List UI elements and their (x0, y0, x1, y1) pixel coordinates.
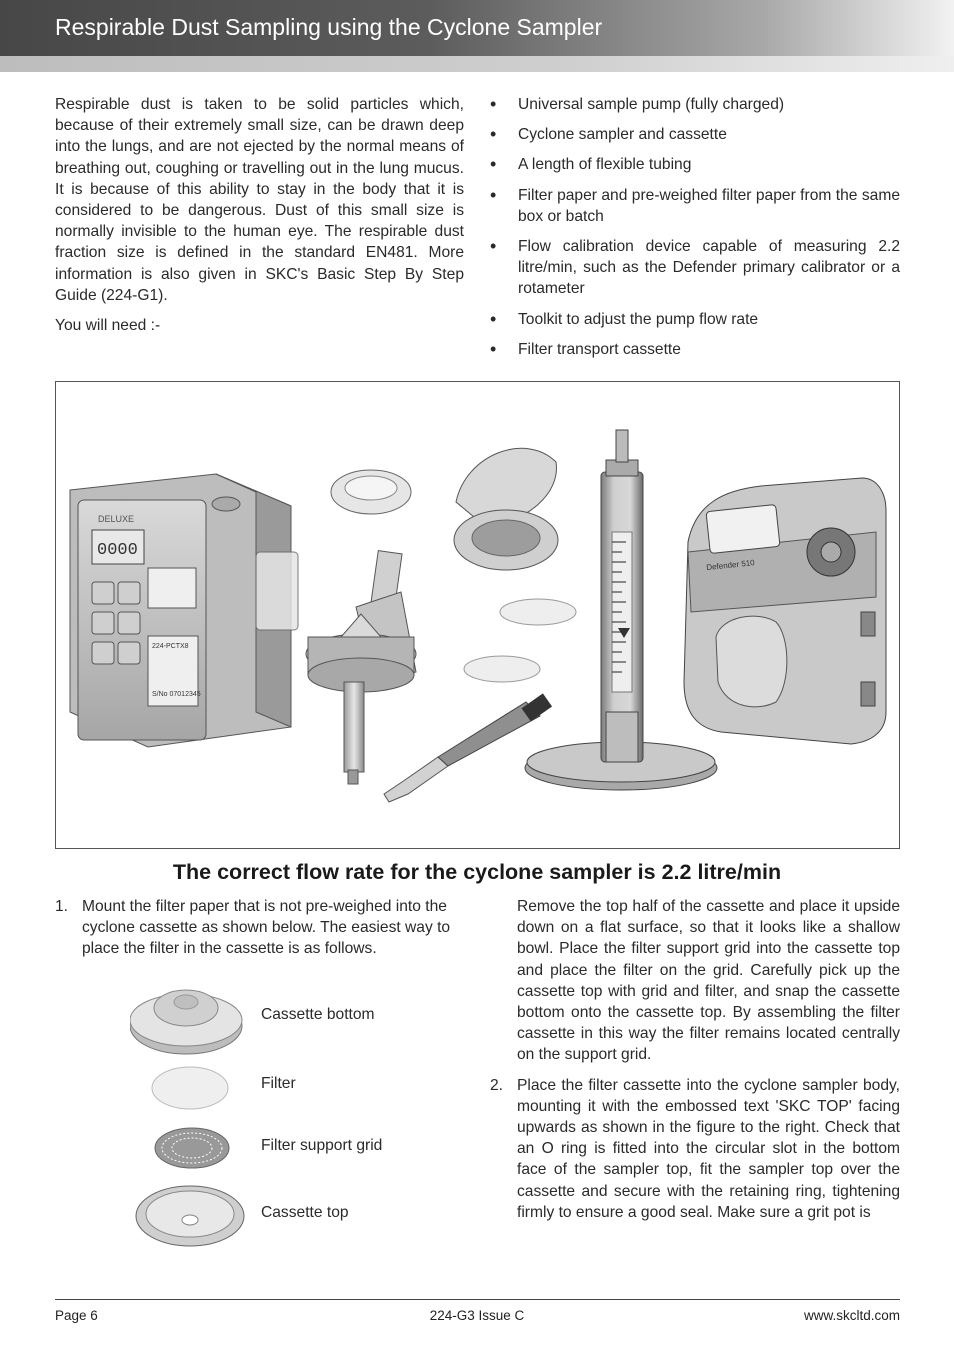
footer-url: www.skcltd.com (803, 1308, 900, 1323)
filter-image (152, 1067, 228, 1109)
equipment-figure (55, 381, 900, 849)
list-item-text: A length of flexible tubing (518, 156, 692, 174)
footer-doc-id: 224-G3 Issue C (429, 1308, 525, 1323)
cassette-parts-diagram (130, 978, 255, 1258)
step-1-continued: Remove the top half of the cassette and place it upside down on a flat surface, so that it looks like a shallow bowl. Place the filter support grid into the cassette top and place the filter on the grid. Carefully pick up the cassette top with grid and filter, and snap the cassette bottom onto the cassette top. By assembling the filter cassette in this way the filter remains located centrally on the support grid. (517, 898, 900, 1064)
step-number: 1. (55, 898, 69, 915)
cyclone-sampler (306, 551, 416, 784)
bullet-icon: • (490, 184, 497, 205)
filter-paper (464, 656, 540, 682)
pump-model: 224-PCTX8 (152, 643, 189, 650)
list-item (490, 309, 900, 330)
bullet-icon: • (490, 94, 497, 114)
pump-brand: DELUXE (98, 514, 135, 524)
list-item (490, 339, 900, 360)
bullet-icon: • (490, 154, 497, 175)
page-header (0, 0, 954, 56)
part-label-cassette-top: Cassette top (261, 1204, 349, 1221)
step-number: 2. (490, 1076, 504, 1094)
step-2 (490, 1075, 900, 1223)
flow-rate-heading: The correct flow rate for the cyclone sampler is 2.2 litre/min (172, 860, 782, 884)
list-item-text: Toolkit to adjust the pump flow rate (518, 310, 759, 328)
bullet-icon: • (490, 308, 497, 329)
cassette-top-image (136, 1186, 244, 1246)
list-item-text: Universal sample pump (fully charged) (518, 96, 785, 113)
list-item-text: Filter transport cassette (518, 340, 681, 358)
equipment-list (490, 94, 900, 369)
defender-calibrator (684, 478, 886, 744)
list-item (490, 185, 900, 227)
header-rule (0, 56, 954, 72)
list-item (490, 94, 900, 115)
step-text: Mount the filter paper that is not pre-weighed into the cyclone cassette as shown below. The easiest way to place the filter in the cassette is as follows. (82, 898, 451, 958)
pump-display: 0000 (97, 541, 138, 560)
step-text: Place the filter cassette into the cyclone sampler body, mounting it with the embossed text 'SKC TOP' facing upwards as shown in the figure to the right. Check that an O ring is fitted into the circular slot in the bottom face of the sampler top, fit the sampler top over the cassette and secure with the retaining ring, tightening firmly to ensure a good seal. Make sure a grit pot is (517, 1076, 900, 1221)
page-title: Respirable Dust Sampling using the Cyclone Sampler (55, 14, 603, 40)
footer-rule (55, 1299, 900, 1300)
sample-pump (70, 474, 298, 747)
bullet-icon: • (490, 236, 497, 257)
cassette-bottom-image (130, 990, 242, 1054)
pump-serial: S/No 07012345 (152, 691, 201, 698)
screwdriver (384, 693, 552, 802)
list-item (490, 154, 900, 175)
part-label-filter: Filter (261, 1075, 296, 1092)
you-will-need: You will need :- (55, 317, 161, 335)
step-1 (55, 896, 464, 960)
list-item (490, 236, 900, 300)
intro-paragraph: Respirable dust is taken to be solid particles which, because of their extremely small size, can be drawn deep into the lungs, and are not ejected by the normal means of breathing out, coughing or travelling out in the lung mucus. It is because of this ability to stay in the body that it is considered to be dangerous. Dust of this small size is normally invisible to the human eye. The respirable dust fraction size is defined in the standard EN481. More information is also given in SKC's Basic Step By Step Guide (224-G1). (55, 96, 464, 304)
list-item-text: Cyclone sampler and cassette (518, 126, 727, 144)
intro-text (55, 94, 464, 345)
equipment-illustration (56, 382, 899, 848)
part-label-support-grid: Filter support grid (261, 1137, 383, 1154)
list-item-text: Flow calibration device capable of measuring 2.2 litre/min, such as the Defender primary calibrator or a rotameter (518, 238, 900, 298)
bullet-icon: • (490, 338, 497, 359)
filter-paper (500, 599, 576, 625)
bullet-icon: • (490, 124, 497, 145)
part-label-cassette-bottom: Cassette bottom (261, 1006, 375, 1023)
footer-page-number: Page 6 (55, 1308, 98, 1323)
calibrator-label: Defender 510 (705, 558, 756, 573)
right-column-text (490, 896, 900, 1223)
filter-support-grid-image (155, 1128, 229, 1168)
list-item (490, 124, 900, 145)
list-item-text: Filter paper and pre-weighed filter paper from the same box or batch (518, 186, 900, 225)
